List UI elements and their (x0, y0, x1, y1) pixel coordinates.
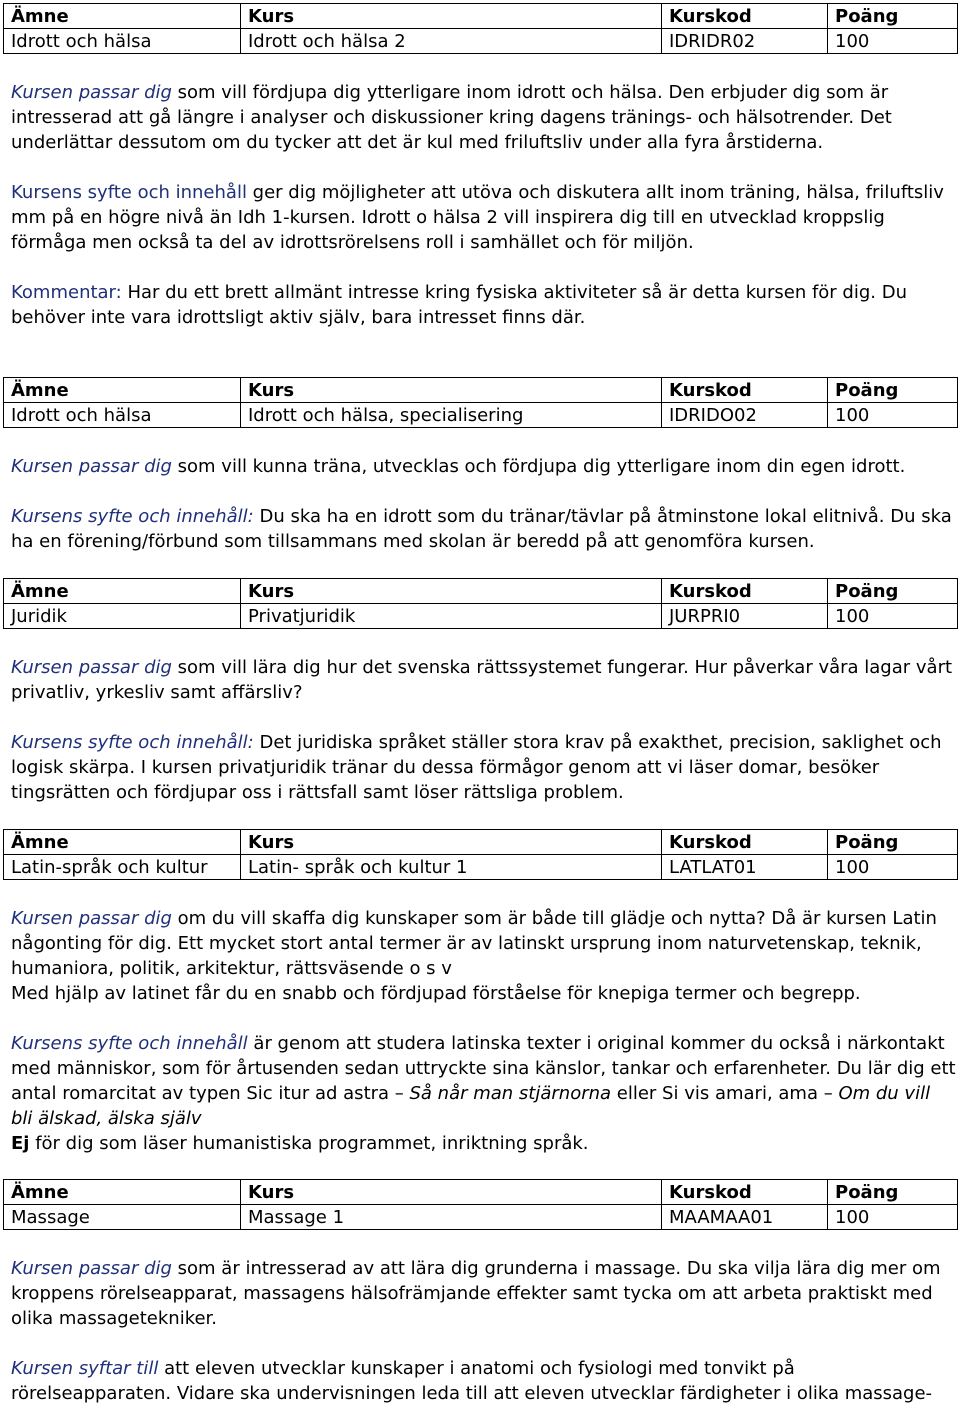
cell-amne: Idrott och hälsa (4, 29, 241, 54)
description-paragraph (3, 454, 957, 479)
table-header-row (4, 378, 958, 403)
comment-paragraph (3, 280, 957, 330)
header-amne: Ämne (4, 579, 241, 604)
purpose-paragraph (3, 180, 957, 255)
header-poang: Poäng (828, 378, 958, 403)
cell-amne: Juridik (4, 604, 241, 629)
description-text: som vill lära dig hur det svenska rättssystemet fungerar. Hur påverkar våra lagar vårt privatliv, yrkesliv samt affärsliv? (11, 657, 953, 703)
description-label: Kursen passar dig (11, 908, 172, 929)
purpose-text: Det juridiska språket ställer stora krav på exakthet, precision, saklighet och logisk skärpa. I kursen privatjuridik tränar du dessa förmågor genom att vi läser domar, besöker tingsrätten och fördjupar oss i rättsfall samt löser rättsliga problem. (11, 732, 942, 803)
purpose-label: Kursen syftar till (11, 1358, 159, 1379)
course-table (3, 829, 958, 880)
cell-poang: 100 (828, 855, 958, 880)
purpose-label: Kursens syfte och innehåll (11, 1033, 248, 1054)
header-kurskod: Kurskod (662, 1180, 828, 1205)
header-poang: Poäng (828, 579, 958, 604)
header-amne: Ämne (4, 4, 241, 29)
description-paragraph (3, 906, 957, 1006)
purpose-end-text: för dig som läser humanistiska programmet, inriktning språk. (29, 1133, 589, 1154)
description-label: Kursen passar dig (11, 456, 172, 477)
course-table (3, 578, 958, 629)
cell-kurskod: MAAMAA01 (662, 1205, 828, 1230)
header-poang: Poäng (828, 4, 958, 29)
table-header-row (4, 1180, 958, 1205)
purpose-text: att eleven utvecklar kunskaper i anatomi och fysiologi med tonvikt på rörelseapparaten. Vidare ska undervisningen leda till att eleven utvecklar färdigheter i olika massage- (11, 1358, 933, 1404)
description-text: om du vill skaffa dig kunskaper som är både till glädje och nytta? Då är kursen Latin någonting för dig. Ett mycket stort antal termer är av latinskt ursprung inom naturvetenskap, teknik, humaniora, politik, arkitektur, rättsväsende o s v (11, 908, 937, 979)
description-paragraph (3, 655, 957, 705)
quote-text: Om du vill bli älskad, älska själv (11, 1083, 931, 1129)
cell-poang: 100 (828, 29, 958, 54)
description-label: Kursen passar dig (11, 82, 172, 103)
description-label: Kursen passar dig (11, 657, 172, 678)
table-row (4, 1205, 958, 1230)
course-table (3, 377, 958, 428)
purpose-text: är genom att studera latinska texter i original kommer du också i närkontakt med människor, som för årtusenden sedan uttryckte sina känslor, tankar och erfarenheter. Du lär dig ett antal romarcitat av typen Sic itur ad astra – (11, 1033, 956, 1104)
purpose-label: Kursens syfte och innehåll (11, 182, 247, 203)
description-label: Kursen passar dig (11, 1258, 172, 1279)
bold-ej: Ej (11, 1133, 30, 1154)
header-kurs: Kurs (241, 830, 662, 855)
description-text: som vill kunna träna, utvecklas och fördjupa dig ytterligare inom din egen idrott. (171, 456, 906, 477)
purpose-paragraph (3, 1356, 957, 1406)
comment-label: Kommentar: (11, 282, 122, 303)
course-table (3, 1179, 958, 1230)
table-header-row (4, 830, 958, 855)
description-text: som är intresserad av att lära dig grunderna i massage. Du ska vilja lära dig mer om kroppens rörelseapparat, massagens hälsofrämjande effekter samt tycka om att arbeta praktiskt med olika massagetekniker. (11, 1258, 941, 1329)
description-paragraph (3, 1256, 957, 1331)
header-kurskod: Kurskod (662, 830, 828, 855)
table-row (4, 403, 958, 428)
header-kurskod: Kurskod (662, 378, 828, 403)
purpose-label: Kursens syfte och innehåll: (11, 506, 254, 527)
quote-text: Så når man stjärnorna (409, 1083, 612, 1104)
table-header-row (4, 4, 958, 29)
cell-poang: 100 (828, 403, 958, 428)
header-kurskod: Kurskod (662, 579, 828, 604)
purpose-label: Kursens syfte och innehåll: (11, 732, 254, 753)
course-block-juridik (3, 578, 957, 805)
course-block-latin (3, 829, 957, 1156)
header-kurs: Kurs (241, 1180, 662, 1205)
description-line-2: Med hjälp av latinet får du en snabb och fördjupad förståelse för knepiga termer och begrepp. (11, 983, 861, 1004)
header-kurskod: Kurskod (662, 4, 828, 29)
header-amne: Ämne (4, 1180, 241, 1205)
header-kurs: Kurs (241, 378, 662, 403)
cell-kurskod: IDRIDO02 (662, 403, 828, 428)
header-kurs: Kurs (241, 579, 662, 604)
course-block-idrott-specialisering (3, 377, 957, 554)
cell-kurskod: IDRIDR02 (662, 29, 828, 54)
cell-amne: Massage (4, 1205, 241, 1230)
purpose-mid-text: eller Si vis amari, ama – (611, 1083, 839, 1104)
table-row (4, 604, 958, 629)
purpose-text: Du ska ha en idrott som du tränar/tävlar på åtminstone lokal elitnivå. Du ska ha en förening/förbund som tillsammans med skolan är beredd på att genomföra kursen. (11, 506, 952, 552)
cell-poang: 100 (828, 604, 958, 629)
course-table (3, 3, 958, 54)
table-row (4, 29, 958, 54)
purpose-paragraph (3, 1031, 957, 1156)
cell-kurskod: JURPRI0 (662, 604, 828, 629)
cell-amne: Latin-språk och kultur (4, 855, 241, 880)
purpose-paragraph (3, 730, 957, 805)
description-paragraph (3, 80, 957, 155)
cell-kurskod: LATLAT01 (662, 855, 828, 880)
cell-kurs: Latin- språk och kultur 1 (241, 855, 662, 880)
cell-kurs: Massage 1 (241, 1205, 662, 1230)
course-block-massage (3, 1179, 957, 1406)
cell-amne: Idrott och hälsa (4, 403, 241, 428)
header-amne: Ämne (4, 830, 241, 855)
purpose-paragraph (3, 504, 957, 554)
header-amne: Ämne (4, 378, 241, 403)
comment-text: Har du ett brett allmänt intresse kring fysiska aktiviteter så är detta kursen för dig. Du behöver inte vara idrottsligt aktiv själv, bara intresset finns där. (11, 282, 907, 328)
cell-kurs: Idrott och hälsa 2 (241, 29, 662, 54)
cell-kurs: Idrott och hälsa, specialisering (241, 403, 662, 428)
table-header-row (4, 579, 958, 604)
table-row (4, 855, 958, 880)
header-kurs: Kurs (241, 4, 662, 29)
course-block-idrott-2 (3, 3, 957, 330)
cell-poang: 100 (828, 1205, 958, 1230)
header-poang: Poäng (828, 1180, 958, 1205)
header-poang: Poäng (828, 830, 958, 855)
cell-kurs: Privatjuridik (241, 604, 662, 629)
purpose-text: ger dig möjligheter att utöva och diskutera allt inom träning, hälsa, friluftsliv mm på en högre nivå än Idh 1-kursen. Idrott o hälsa 2 vill inspirera dig till en utvecklad kroppslig förmåga men också ta del av idrottsrörelsens roll i samhället och för miljön. (11, 182, 944, 253)
description-text: som vill fördjupa dig ytterligare inom idrott och hälsa. Den erbjuder dig som är intresserad att gå längre i analyser och diskussioner kring dagens tränings- och hälsotrender. Det underlättar dessutom om du tycker att det är kul med friluftsliv under alla fyra årstiderna. (11, 82, 892, 153)
